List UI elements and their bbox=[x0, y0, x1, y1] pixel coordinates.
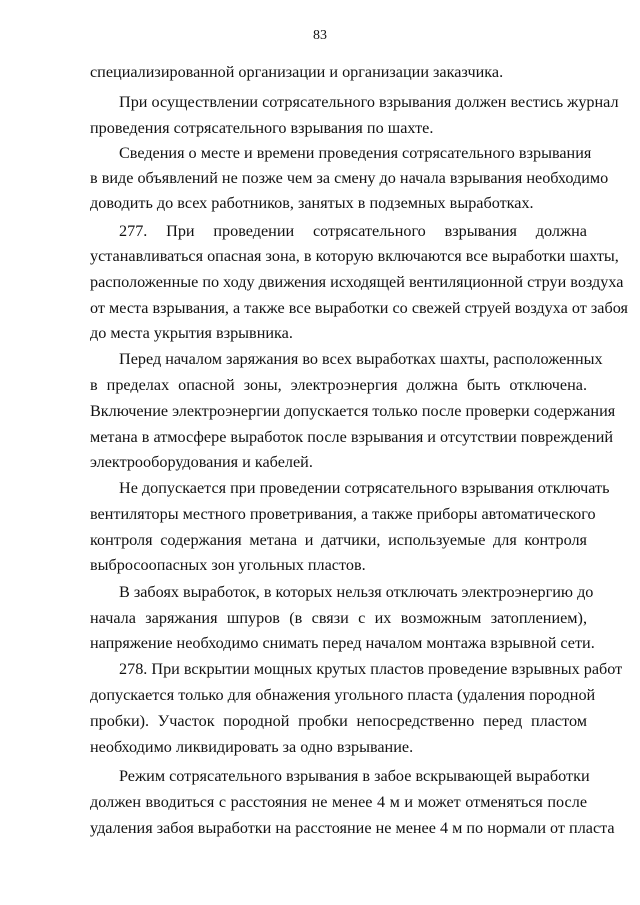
text-line: устанавливаться опасная зона, в которую включаются все выработки шахты, bbox=[90, 247, 619, 265]
text-line: от места взрывания, а также все выработки со свежей струей воздуха от забоя bbox=[90, 299, 628, 317]
text-line: в пределах опасной зоны, электроэнергия должна быть отключена. bbox=[90, 376, 587, 394]
text-line: 278. При вскрытии мощных крутых пластов проведение взрывных работ bbox=[119, 660, 623, 678]
text-line: специализированной организации и организации заказчика. bbox=[90, 63, 504, 81]
text-line: 277. При проведении сотрясательного взрывания должна bbox=[119, 222, 587, 240]
text-line: необходимо ликвидировать за одно взрывание. bbox=[90, 738, 414, 756]
text-line: напряжение необходимо снимать перед началом монтажа взрывной сети. bbox=[90, 634, 595, 652]
text-line: проведения сотрясательного взрывания по шахте. bbox=[90, 119, 434, 137]
page-number: 83 bbox=[313, 28, 327, 43]
text-line: При осуществлении сотрясательного взрывания должен вестись журнал bbox=[119, 93, 619, 111]
text-line: допускается только для обнажения угольного пласта (удаления породной bbox=[90, 686, 596, 704]
text-line: Сведения о месте и времени проведения сотрясательного взрывания bbox=[119, 144, 592, 162]
text-line: Не допускается при проведении сотрясательного взрывания отключать bbox=[119, 479, 610, 497]
text-line: электрооборудования и кабелей. bbox=[90, 453, 313, 471]
text-line: начала заряжания шпуров (в связи с их возможным затоплением), bbox=[90, 609, 587, 627]
text-line: Режим сотрясательного взрывания в забое вскрывающей выработки bbox=[119, 767, 590, 785]
text-line: вентиляторы местного проветривания, а также приборы автоматического bbox=[90, 505, 596, 523]
text-line: выбросоопасных зон угольных пластов. bbox=[90, 556, 366, 574]
text-line: В забоях выработок, в которых нельзя отключать электроэнергию до bbox=[119, 583, 594, 601]
text-line: до места укрытия взрывника. bbox=[90, 324, 293, 342]
text-line: Перед началом заряжания во всех выработках шахты, расположенных bbox=[119, 350, 603, 368]
text-line: удаления забоя выработки на расстояние не менее 4 м по нормали от пласта bbox=[90, 819, 615, 837]
text-line: Включение электроэнергии допускается только после проверки содержания bbox=[90, 402, 616, 420]
text-line: должен вводиться с расстояния не менее 4 м и может отменяться после bbox=[90, 793, 587, 811]
text-line: в виде объявлений не позже чем за смену до начала взрывания необходимо bbox=[90, 169, 609, 187]
text-line: доводить до всех работников, занятых в подземных выработках. bbox=[90, 194, 534, 212]
text-line: пробки). Участок породной пробки непосредственно перед пластом bbox=[90, 712, 587, 730]
text-line: контроля содержания метана и датчики, используемые для контроля bbox=[90, 531, 587, 549]
text-line: метана в атмосфере выработок после взрывания и отсутствии повреждений bbox=[90, 428, 614, 446]
text-line: расположенные по ходу движения исходящей вентиляционной струи воздуха bbox=[90, 273, 624, 291]
